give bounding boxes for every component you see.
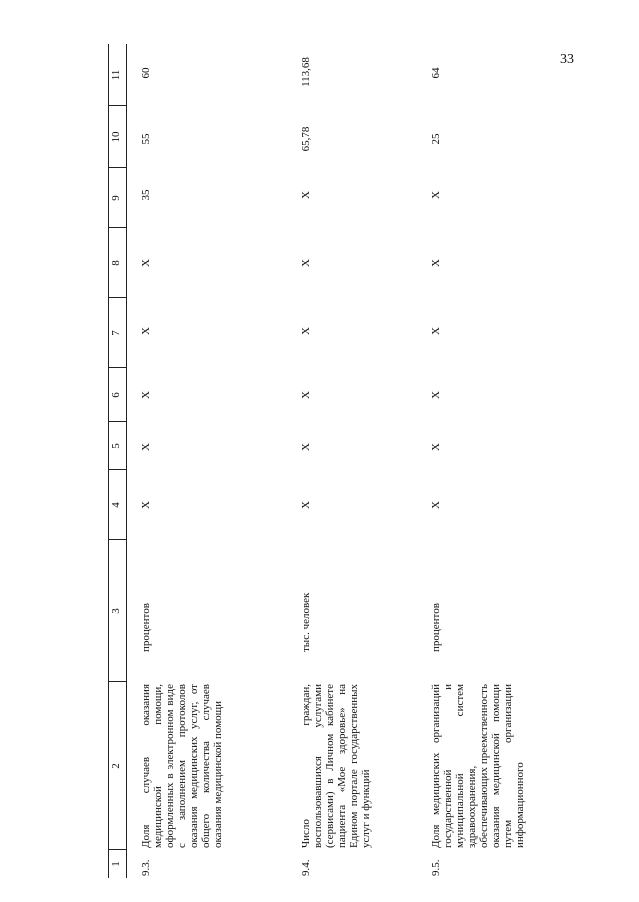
col-head-10: 10 (110, 131, 122, 143)
row-9-5-c4: X (430, 501, 442, 509)
row-9-3-unit: процентов (140, 603, 152, 652)
row-9-4-c6: X (300, 391, 312, 399)
row-9-3-c8: X (140, 259, 152, 267)
row-9-3-c10: 55 (140, 133, 152, 145)
row-9-3-num: 9.3. (140, 859, 152, 876)
col-head-8: 8 (110, 260, 122, 266)
row-9-5-c5: X (430, 443, 442, 451)
col-head-4: 4 (110, 502, 122, 508)
col-head-6: 6 (110, 392, 122, 398)
row-9-4-c4: X (300, 501, 312, 509)
row-9-4-c7: X (300, 327, 312, 335)
row-9-4-c9: X (300, 191, 312, 199)
row-9-3-c11: 60 (140, 67, 152, 79)
header-bottom-rule (126, 44, 127, 878)
row-9-5-c10: 25 (430, 133, 442, 145)
row-9-5-c9: X (430, 191, 442, 199)
row-9-4-unit: тыс. человек (300, 592, 312, 652)
row-9-3-c4: X (140, 501, 152, 509)
row-9-5-num: 9.5. (430, 859, 442, 876)
row-9-4-c8: X (300, 259, 312, 267)
row-9-4-c5: X (300, 443, 312, 451)
row-9-4-num: 9.4. (300, 859, 312, 876)
col-head-3: 3 (110, 608, 122, 614)
row-9-3-c9: 35 (140, 189, 152, 201)
page-number: 33 (560, 52, 574, 67)
row-9-5-c6: X (430, 391, 442, 399)
header-top-rule (108, 44, 109, 878)
col-head-2: 2 (110, 763, 122, 769)
row-9-5-unit: процентов (430, 603, 442, 652)
row-9-3-c6: X (140, 391, 152, 399)
row-9-4-desc: Число граждан, воспользовавшихся услугами (сервисами) в Личном кабинете пациента «Мое здоровье» на Едином портале государственных услуг и функций (300, 684, 372, 848)
row-9-4-c11: 113,68 (300, 57, 312, 87)
row-9-3-c7: X (140, 327, 152, 335)
row-9-5-c8: X (430, 259, 442, 267)
row-9-5-desc: Доля медицинских организаций государственной и муниципальной систем здравоохранения, обеспечивающих преемственность оказания медицинской помощи путем организации информационного (430, 684, 526, 848)
row-9-5-c11: 64 (430, 67, 442, 79)
row-9-3-desc: Доля случаев оказания медицинской помощи, оформленных в электронном виде с заполнением протоколов оказания медицинских услуг, от общего количества случаев оказания медицинской помощи (140, 684, 224, 848)
col-head-1: 1 (110, 861, 122, 867)
rotated-table (108, 44, 526, 878)
col-head-5: 5 (110, 443, 122, 449)
row-9-4-c10: 65,78 (300, 126, 312, 152)
row-9-3-c5: X (140, 443, 152, 451)
indicator-table (108, 44, 588, 878)
col-head-11: 11 (110, 69, 122, 81)
row-9-5-c7: X (430, 327, 442, 335)
col-head-7: 7 (110, 330, 122, 336)
col-head-9: 9 (110, 195, 122, 201)
